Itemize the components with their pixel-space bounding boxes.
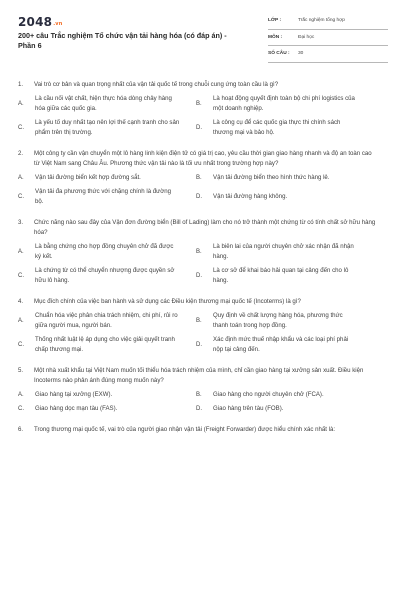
option-row: [18, 187, 378, 207]
option-letter: D.: [196, 194, 202, 200]
option-text: Là bằng chứng cho hợp đồng chuyên chở đã được ký kết.: [35, 243, 174, 260]
option-c[interactable]: [18, 118, 196, 138]
option-letter: A.: [18, 318, 24, 324]
question-header: [18, 425, 378, 435]
option-letter: C.: [18, 125, 24, 131]
option-letter: B.: [196, 175, 202, 181]
option-text: Là cơ sở để khai báo hải quan tại cảng đến cho lô hàng.: [213, 267, 349, 284]
option-row: [18, 311, 378, 331]
question-5: [18, 366, 378, 414]
question-text: Chức năng nào sau đây của Vận đơn đường biển (Bill of Lading) làm cho nó trở thành một chứng từ có tính chất sở hữu hàng hóa?: [34, 219, 376, 236]
option-row: [18, 94, 378, 114]
option-letter: B.: [196, 249, 202, 255]
option-text: Giao hàng trên tàu (FOB).: [213, 405, 284, 412]
option-c[interactable]: [18, 335, 196, 355]
question-header: [18, 297, 378, 307]
question-text: Một công ty cần vận chuyển một lô hàng linh kiện điện tử có giá trị cao, yêu cầu thời gian giao hàng nhanh và độ an toàn cao từ Việt Nam sang Châu Âu. Phương thức vận tải nào là tối ưu nhất trong trường hợp này?: [34, 150, 372, 167]
question-header: [18, 218, 378, 238]
option-letter: B.: [196, 101, 202, 107]
question-6: [18, 425, 378, 435]
option-d[interactable]: [196, 266, 374, 286]
meta-row-class: [268, 13, 388, 30]
option-c[interactable]: [18, 404, 196, 414]
option-row: [18, 118, 378, 138]
option-list: [18, 242, 378, 286]
option-c[interactable]: [18, 187, 196, 207]
option-text: Xác định mức thuế nhập khẩu và các loại phí phải nộp tại cảng đến.: [213, 336, 349, 353]
option-letter: C.: [18, 273, 24, 279]
option-list: [18, 173, 378, 207]
option-text: Là hoạt động quyết định toàn bộ chi phí logistics của một doanh nghiệp.: [213, 95, 355, 112]
option-b[interactable]: [196, 173, 374, 183]
question-number: 4.: [18, 298, 24, 305]
option-a[interactable]: [18, 242, 196, 262]
question-text: Vai trò cơ bản và quan trọng nhất của vận tải quốc tế trong chuỗi cung ứng toàn cầu là gì?: [34, 81, 279, 88]
option-letter: A.: [18, 175, 24, 181]
document-header: [18, 0, 386, 64]
option-letter: D.: [196, 342, 202, 348]
option-a[interactable]: [18, 94, 196, 114]
option-text: Vận tải đa phương thức với chặng chính là đường bộ.: [35, 188, 172, 205]
option-b[interactable]: [196, 390, 374, 400]
question-1: [18, 80, 378, 138]
option-b[interactable]: [196, 242, 374, 262]
option-letter: D.: [196, 273, 202, 279]
option-letter: C.: [18, 342, 24, 348]
option-text: Thống nhất luật lệ áp dụng cho việc giải quyết tranh chấp thương mại.: [35, 336, 175, 353]
meta-label: SỐ CÂU :: [268, 51, 290, 57]
meta-row-question-count: [268, 46, 388, 63]
document-title: 200+ câu Trắc nghiệm Tổ chức vận tải hàng hóa (có đáp án) - Phần 6: [18, 31, 227, 50]
option-letter: D.: [196, 406, 202, 412]
option-b[interactable]: [196, 94, 374, 114]
option-d[interactable]: [196, 404, 374, 414]
option-row: [18, 335, 378, 355]
option-letter: A.: [18, 392, 24, 398]
question-number: 6.: [18, 426, 24, 433]
option-text: Là công cụ để các quốc gia thực thi chính sách thương mại và bảo hộ.: [213, 119, 341, 136]
meta-label: LỚP :: [268, 18, 282, 24]
question-list: [18, 80, 378, 446]
option-text: Vận tải đường biển kết hợp đường sắt.: [35, 174, 141, 181]
question-3: [18, 218, 378, 286]
option-text: Quy định về chất lượng hàng hóa, phương thức thanh toán trong hợp đồng.: [213, 312, 343, 329]
option-list: [18, 94, 378, 138]
question-header: [18, 149, 378, 169]
option-list: [18, 390, 378, 414]
option-letter: A.: [18, 249, 24, 255]
option-text: Giao hàng dọc mạn tàu (FAS).: [35, 405, 118, 412]
option-text: Là yếu tố duy nhất tạo nên lợi thế cạnh tranh cho sản phẩm trên thị trường.: [35, 119, 180, 136]
document-meta-table: [268, 13, 388, 63]
option-a[interactable]: [18, 173, 196, 183]
option-text: Giao hàng tại xưởng (EXW).: [35, 391, 113, 398]
option-list: [18, 311, 378, 355]
option-d[interactable]: [196, 187, 374, 207]
option-d[interactable]: [196, 335, 374, 355]
option-text: Giao hàng cho người chuyên chở (FCA).: [213, 391, 324, 398]
meta-row-subject: [268, 30, 388, 47]
option-letter: C.: [18, 194, 24, 200]
option-text: Vận tải đường biển theo hình thức hàng lẻ.: [213, 174, 330, 181]
question-header: [18, 366, 378, 386]
question-number: 1.: [18, 81, 24, 88]
question-4: [18, 297, 378, 355]
option-text: Là cầu nối vật chất, hiện thực hóa dòng chảy hàng hóa giữa các quốc gia.: [35, 95, 172, 112]
meta-value: 30: [298, 51, 304, 57]
option-letter: B.: [196, 318, 202, 324]
option-text: Là biên lai của người chuyên chở xác nhận đã nhận hàng.: [213, 243, 354, 260]
option-a[interactable]: [18, 311, 196, 331]
question-text: Một nhà xuất khẩu tại Việt Nam muốn tối thiểu hóa trách nhiệm của mình, chỉ cần giao hàng tại xưởng sản xuất. Điều kiện Incoterms nào phản ánh đúng mong muốn này?: [34, 367, 364, 384]
site-logo[interactable]: [18, 15, 63, 29]
option-row: [18, 404, 378, 414]
meta-value: Trắc nghiệm tổng hợp: [298, 18, 345, 24]
option-text: Là chứng từ có thể chuyển nhượng được quyền sở hữu lô hàng.: [35, 267, 175, 284]
option-letter: D.: [196, 125, 202, 131]
question-number: 2.: [18, 150, 24, 157]
option-text: Chuẩn hóa việc phân chia trách nhiệm, chi phí, rủi ro giữa người mua, người bán.: [35, 312, 178, 329]
logo-main-text: 2048: [18, 15, 53, 29]
option-letter: C.: [18, 406, 24, 412]
question-number: 3.: [18, 219, 24, 226]
option-row: [18, 173, 378, 183]
option-row: [18, 390, 378, 400]
question-header: [18, 80, 378, 90]
option-b[interactable]: [196, 311, 374, 331]
question-text: Trong thương mại quốc tế, vai trò của người giao nhận vận tải (Freight Forwarder) được hiểu chính xác nhất là:: [34, 426, 336, 433]
question-number: 5.: [18, 367, 24, 374]
option-a[interactable]: [18, 390, 196, 400]
question-2: [18, 149, 378, 207]
meta-label: MÔN :: [268, 34, 283, 40]
option-text: Vận tải đường hàng không.: [213, 193, 288, 200]
option-c[interactable]: [18, 266, 196, 286]
question-text: Mục đích chính của việc ban hành và sử dụng các Điều kiện thương mại quốc tế (Incoterms) là gì?: [34, 298, 301, 305]
meta-value: Đại học: [298, 34, 315, 40]
option-letter: A.: [18, 101, 24, 107]
option-row: [18, 242, 378, 262]
logo-tld-text: .vn: [53, 21, 63, 27]
option-row: [18, 266, 378, 286]
option-d[interactable]: [196, 118, 374, 138]
option-letter: B.: [196, 392, 202, 398]
